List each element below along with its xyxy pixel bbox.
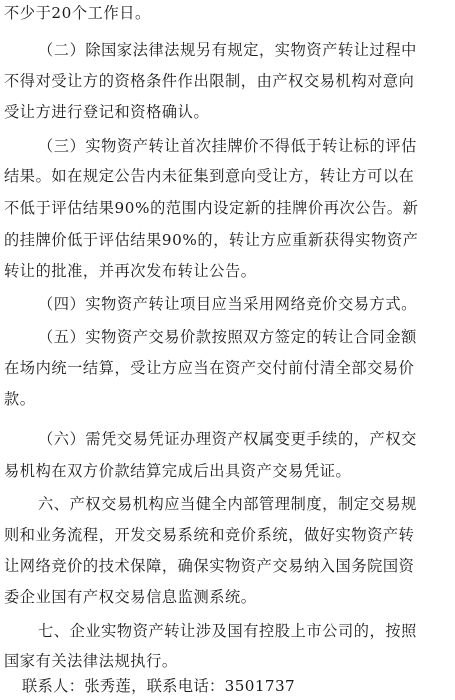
text-line: 易机构在双方价款结算完成后出具资产交易凭证。 [4,462,352,480]
text-line: 款。 [4,390,36,408]
text-line: （五）实物资产交易价款按照双方签定的转让合同金额 [38,328,417,346]
text-line: （三）实物资产转让首次挂牌价不得低于转让标的评估 [38,137,417,155]
text-line: 不少于20个工作日。 [4,4,151,22]
text-line: 不低于评估结果90%的范围内设定新的挂牌价再次公告。新 [4,199,419,217]
text-line: （四）实物资产转让项目应当采用网络竞价交易方式。 [38,295,417,313]
text-line: 七、企业实物资产转让涉及国有控股上市公司的，按照 [38,622,417,640]
text-line: （二）除国家法律法规另有规定，实物资产转让过程中 [38,41,417,59]
text-line: 让网络竞价的技术保障，确保实物资产交易纳入国务院国资 [4,557,415,575]
text-line: 的挂牌价低于评估结果90%的，转让方应重新获得实物资产 [4,231,419,249]
text-line: 则和业务流程，开发交易系统和竞价系统，做好实物资产转 [4,526,415,544]
text-line: 国家有关法律法规执行。 [4,652,178,670]
contact-info: 联系人：张秀莲，联系电话：3501737 [22,677,296,695]
text-line: 受让方进行登记和资格确认。 [4,103,210,121]
text-line: 转让的批准，并再次发布转让公告。 [4,262,257,280]
text-line: 六、产权交易机构应当健全内部管理制度，制定交易规 [38,495,417,513]
text-line: 委企业国有产权交易信息监测系统。 [4,588,257,606]
text-line: 在场内统一结算，受让方应当在资产交付前付清全部交易价 [4,359,415,377]
text-line: （六）需凭交易凭证办理资产权属变更手续的，产权交 [38,430,417,448]
text-line: 不得对受让方的资格条件作出限制，由产权交易机构对意向 [4,72,415,90]
text-line: 结果。如在规定公告内未征集到意向受让方，转让方可以在 [4,167,415,185]
